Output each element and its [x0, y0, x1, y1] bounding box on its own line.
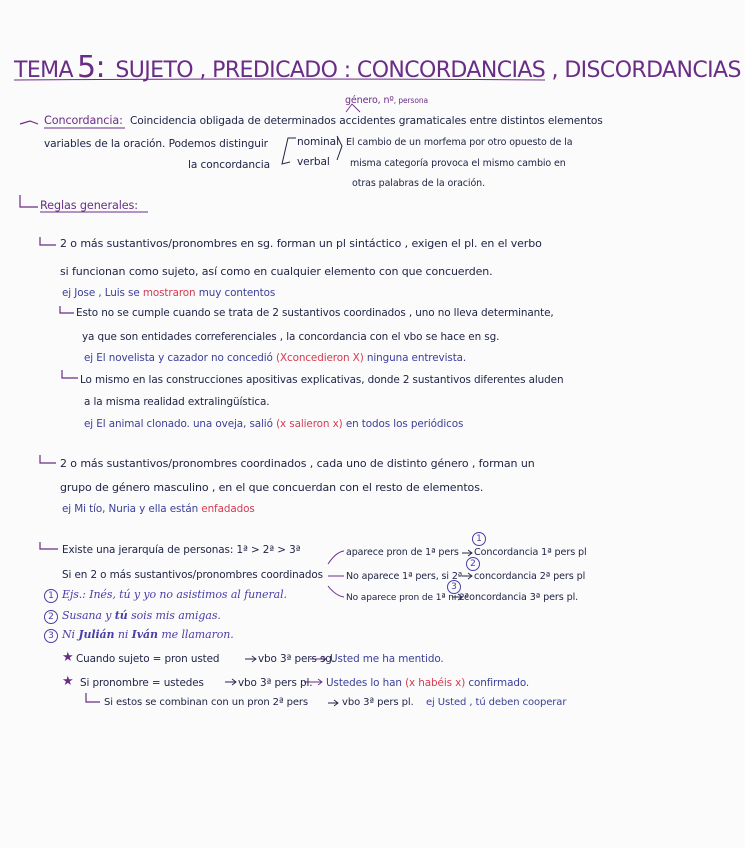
circle-number: 2 [466, 557, 480, 571]
arrow-icon [20, 121, 38, 124]
branch-3-result: concordancia 3ª pers pl. [464, 592, 579, 603]
rule3-line1: Lo mismo en las construcciones apositivas explicativas, donde 2 sustantivos diferentes aluden [80, 374, 564, 386]
definition-right-1: El cambio de un morfema por otro opuesto de la [346, 137, 573, 148]
note-1-verb: vbo 3ª pers sg. [258, 653, 336, 665]
rule3-line2: a la misma realidad extralingüística. [84, 396, 270, 408]
arrow-icon [225, 679, 236, 685]
definition-line-2: variables de la oración. Podemos distinguir [44, 138, 268, 150]
rule2-example: ej El novelista y cazador no concedió (Xconcedieron X) ninguna entrevista. [84, 352, 467, 364]
arrow-icon [20, 195, 38, 207]
arrow-icon [62, 370, 78, 378]
rule2-line2: ya que son entidades correferenciales , la concordancia con el vbo se hace en sg. [82, 331, 500, 343]
definition-right-2: misma categoría provoca el mismo cambio en [350, 158, 566, 169]
definition-line-1: Coincidencia obligada de determinados accidentes gramaticales entre distintos elementos [130, 115, 603, 127]
rule4-line1: 2 o más sustantivos/pronombres coordinados , cada uno de distinto género , forman un [60, 457, 535, 470]
note-3-verb: vbo 3ª pers pl. [342, 697, 414, 708]
arrow-icon [40, 542, 58, 549]
circle-number: 1 [472, 532, 486, 546]
note-2-example: Ustedes lo han (x habéis x) confirmado. [326, 677, 530, 689]
rule4-example: ej Mi tío, Nuria y ella están enfadados [62, 503, 255, 515]
verbal-label: verbal [297, 156, 330, 168]
brace [282, 138, 296, 164]
rule5-line2: Si en 2 o más sustantivos/pronombres coordinados [62, 569, 323, 581]
example-marker-2: 2 [44, 610, 58, 624]
star-icon: ★ [62, 674, 74, 689]
note-1-example: Usted me ha mentido. [330, 653, 444, 665]
note-1: Cuando sujeto = pron usted [76, 653, 220, 665]
title-number: 5: [76, 50, 105, 85]
example-marker-3: 3 [44, 629, 58, 643]
nominal-label: nominal [297, 136, 339, 148]
arrow-icon [462, 550, 472, 556]
rule1-line1: 2 o más sustantivos/pronombres en sg. forman un pl sintáctico , exigen el pl. en el verbo [60, 237, 542, 250]
arrow-icon [328, 700, 338, 706]
branch-1: aparece pron de 1ª pers [346, 547, 459, 558]
circle-number: 3 [447, 580, 461, 594]
reglas-heading: Reglas generales: [40, 199, 138, 212]
note-3-example: ej Usted , tú deben cooperar [426, 697, 567, 708]
arrow-icon [86, 693, 100, 702]
annotation-gender-number: género, nº, persona [345, 95, 428, 106]
note-3: Si estos se combinan con un pron 2ª pers [104, 697, 309, 708]
branch-2: No aparece 1ª pers, si 2ª [346, 571, 463, 582]
title-tema: TEMA [14, 58, 73, 83]
example-1: Ejs.: Inés, tú y yo no asistimos al funeral. [62, 588, 287, 601]
example-3: Ni Julián ni Iván me llamaron. [62, 628, 234, 641]
branch-1-result: Concordancia 1ª pers pl [474, 547, 587, 558]
rule4-line2: grupo de género masculino , en el que concuerdan con el resto de elementos. [60, 481, 484, 494]
definition-line-3: la concordancia [188, 159, 270, 171]
example-2: Susana y tú sois mis amigas. [62, 609, 221, 622]
arrow-icon [245, 656, 256, 662]
rule2-line1: Esto no se cumple cuando se trata de 2 sustantivos coordinados , uno no lleva determinante, [76, 307, 554, 319]
note-2: Si pronombre = ustedes [80, 677, 204, 689]
arrow-icon [40, 237, 56, 245]
rule1-line2: si funcionan como sujeto, así como en cualquier elemento con que concuerden. [60, 265, 493, 278]
branch-3: No aparece pron de 1ª ni 2ª [346, 593, 469, 603]
rule1-example: ej Jose , Luis se mostraron muy contentos [62, 287, 276, 299]
arrow-icon [60, 306, 74, 313]
note-2-verb: vbo 3ª pers pl. [238, 677, 313, 689]
star-icon: ★ [62, 650, 74, 665]
branch-2-result: concordancia 2ª pers pl [474, 571, 586, 582]
rule5-line1: Existe una jerarquía de personas: 1ª > 2ª > 3ª [62, 544, 301, 556]
title-text: SUJETO , PREDICADO : CONCORDANCIAS , DISCORDANCIAS [115, 58, 741, 83]
arrow-icon [462, 573, 472, 579]
concordancia-label: Concordancia: [44, 114, 123, 127]
rule3-example: ej El animal clonado. una oveja, salió (x salieron x) en todos los periódicos [84, 418, 464, 430]
definition-right-3: otras palabras de la oración. [352, 178, 486, 189]
arrow-icon [40, 455, 56, 463]
example-marker-1: 1 [44, 589, 58, 603]
title-underline [14, 79, 545, 80]
